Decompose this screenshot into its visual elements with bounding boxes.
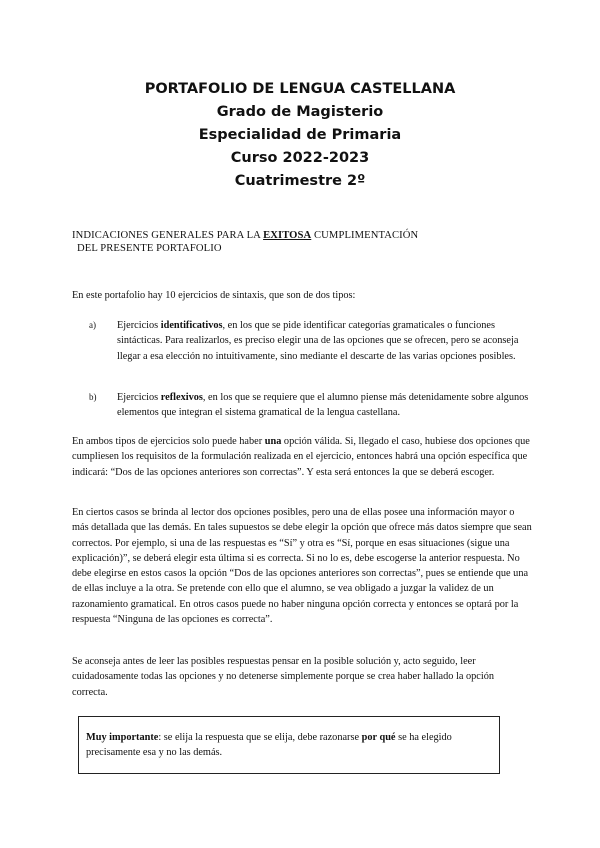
list-item-b-text [117,390,529,421]
item-b-bold: reflexivos [160,392,203,403]
paragraph-ciertos-casos: En ciertos casos se brinda al lector dos opciones posibles, pero una de ellas posee una información mayor o más detallada que las demás. En tales supuestos se debe elegir la opción que ofrece más datos siempre que sean correctos. Por ejemplo, si una de las respuestas es “Sí” y otra es “Sí, porque en esas situaciones (sigue una explicación)”, se deberá elegir esta última si es correcta. Si no lo es, debe escogerse la anterior respuesta. No debe elegirse en estos casos la opción “Dos de las opciones anteriores son correctas”, pues se entiende que una de ellas incluye a la otra. Se pretende con ello que el alumno, se vea obligado a juzgar la validez de un razonamiento gramatical. En otros casos puede no haber ninguna opción correcta y entonces se optará por la respuesta “Ninguna de las opciones es correcta”. [72,507,532,626]
note-bold-muy-importante: Muy importante [86,732,159,743]
document-title-block [0,78,600,193]
list-marker-b: b) [89,392,97,402]
title-line-portafolio: PORTAFOLIO DE LENGUA CASTELLANA [144,81,456,97]
indications-heading [72,229,532,255]
list-marker-a: a) [89,320,96,330]
para-both-bold: una [264,436,282,447]
para-both-before: En ambos tipos de ejercicios solo puede haber [72,436,265,447]
indications-line-1 [72,229,532,242]
list-item-a-text [117,318,529,364]
title-line-curso: Curso 2022-2023 [230,150,370,166]
note-bold-por-que: por qué [361,732,396,743]
indications-text-a: INDICACIONES GENERALES PARA LA [72,230,264,241]
item-b-before: Ejercicios [117,392,161,403]
title-line-cuatrimestre: Cuatrimestre 2º [234,173,366,189]
item-a-bold: identificativos [160,320,223,331]
paragraph-se-aconseja: Se aconseja antes de leer las posibles respuestas pensar en la posible solución y, acto seguido, leer cuidadosamente todas las opciones y no detenerse simplemente porque se crea haber hallado la opción correcta. [72,656,495,698]
intro-paragraph: En este portafolio hay 10 ejercicios de sintaxis, que son de dos tipos: [72,290,356,301]
para-both-after: opción válida. Si, llegado el caso, hubiese dos opciones que cumpliesen los requisitos de la formulación realizada en el ejercicio, entonces habrá una opción específica que indicará: “Dos de las opciones anteriores son correctas”. Y esta será entonces la que se deberá escoger. [72,436,530,478]
title-line-grado: Grado de Magisterio [216,104,384,120]
indications-emphasis: EXITOSA [263,230,312,241]
item-a-after: , en los que se pide identificar categorías gramaticales o funciones sintácticas. Para realizarlos, es preciso elegir una de las opciones que se ofrecen, pero se aconseja llegar a esa elección no intuitivamente, sino mediante el descarte de las varias opciones posibles. [117,320,519,362]
indications-line-2: DEL PRESENTE PORTAFOLIO [77,243,222,254]
important-note-text [86,730,486,761]
item-b-after: , en los que se requiere que el alumno piense más detenidamente sobre algunos elementos que integran el sistema gramatical de la lengua castellana. [117,392,529,419]
note-after: se ha elegido precisamente esa y no las demás. [86,732,452,759]
item-a-before: Ejercicios [117,320,161,331]
indications-text-b: CUMPLIMENTACIÓN [311,230,419,241]
title-line-especialidad: Especialidad de Primaria [198,127,402,143]
note-middle: : se elija la respuesta que se elija, debe razonarse [158,732,362,743]
paragraph-ambos-tipos [72,434,532,480]
important-note-box [78,716,500,774]
